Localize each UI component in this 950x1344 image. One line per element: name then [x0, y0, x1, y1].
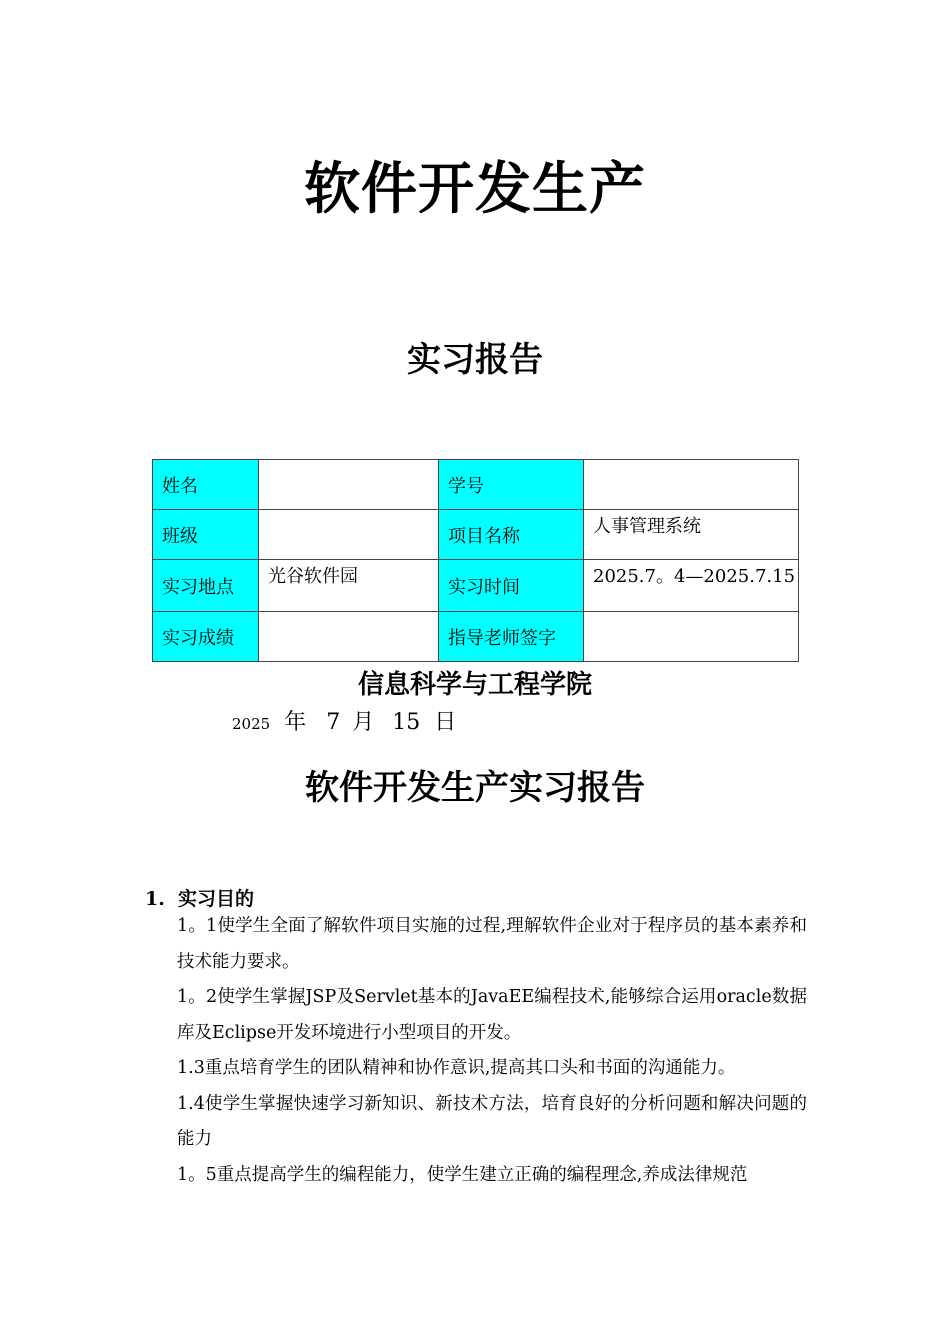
date-day-unit: 日: [434, 710, 457, 735]
paragraph: 1。1使学生全面了解软件项目实施的过程,理解软件企业对于程序员的基本素养和技术能力要求。: [177, 916, 807, 972]
class-label: 班级: [153, 510, 259, 560]
advisor-signature-value: [584, 612, 799, 662]
paragraph: 1。2使学生掌握JSP及Servlet基本的JavaEE编程技术,能够综合运用oracle数据库及Eclipse开发环境进行小型项目的开发。: [177, 987, 807, 1043]
paragraph: 1。5重点提高学生的编程能力，使学生建立正确的编程理念,养成法律规范: [177, 1164, 748, 1185]
student-info-table: [152, 459, 799, 662]
report-date: [232, 706, 456, 741]
name-value: [259, 460, 439, 510]
table-row: [153, 510, 799, 560]
table-row: [153, 560, 799, 612]
internship-time-value: 2025.7。4—2025.7.15: [584, 560, 799, 612]
date-month: 7: [326, 710, 341, 735]
student-id-label: 学号: [439, 460, 584, 510]
grade-label: 实习成绩: [153, 612, 259, 662]
section-title: 实习目的: [178, 888, 255, 910]
advisor-signature-label: 指导老师签字: [439, 612, 584, 662]
project-name-label: 项目名称: [439, 510, 584, 560]
internship-location-label: 实习地点: [153, 560, 259, 612]
internship-location-value: 光谷软件园: [259, 560, 439, 612]
paragraph: 1.4使学生掌握快速学习新知识、新技术方法，培育良好的分析问题和解决问题的能力: [177, 1093, 807, 1149]
date-year-unit: 年: [284, 710, 307, 735]
student-id-value: [584, 460, 799, 510]
project-name-value: 人事管理系统: [584, 510, 799, 560]
table-row: [153, 612, 799, 662]
grade-value: [259, 612, 439, 662]
college-name: 信息科学与工程学院: [357, 670, 592, 700]
paragraph: 1.3重点培育学生的团队精神和协作意识,提高其口头和书面的沟通能力。: [177, 1058, 736, 1078]
internship-time-label: 实习时间: [439, 560, 584, 612]
table-row: [153, 460, 799, 510]
document-main-title: 软件开发生产: [304, 157, 646, 222]
date-month-unit: 月: [352, 710, 375, 735]
document-sub-title: 实习报告: [407, 340, 543, 380]
section-body: [177, 909, 807, 1193]
date-day: 15: [392, 710, 421, 735]
name-label: 姓名: [153, 460, 259, 510]
date-year: 2025: [232, 715, 271, 733]
report-heading: 软件开发生产实习报告: [305, 768, 645, 808]
section-number: 1.: [145, 888, 165, 910]
class-value: [259, 510, 439, 560]
